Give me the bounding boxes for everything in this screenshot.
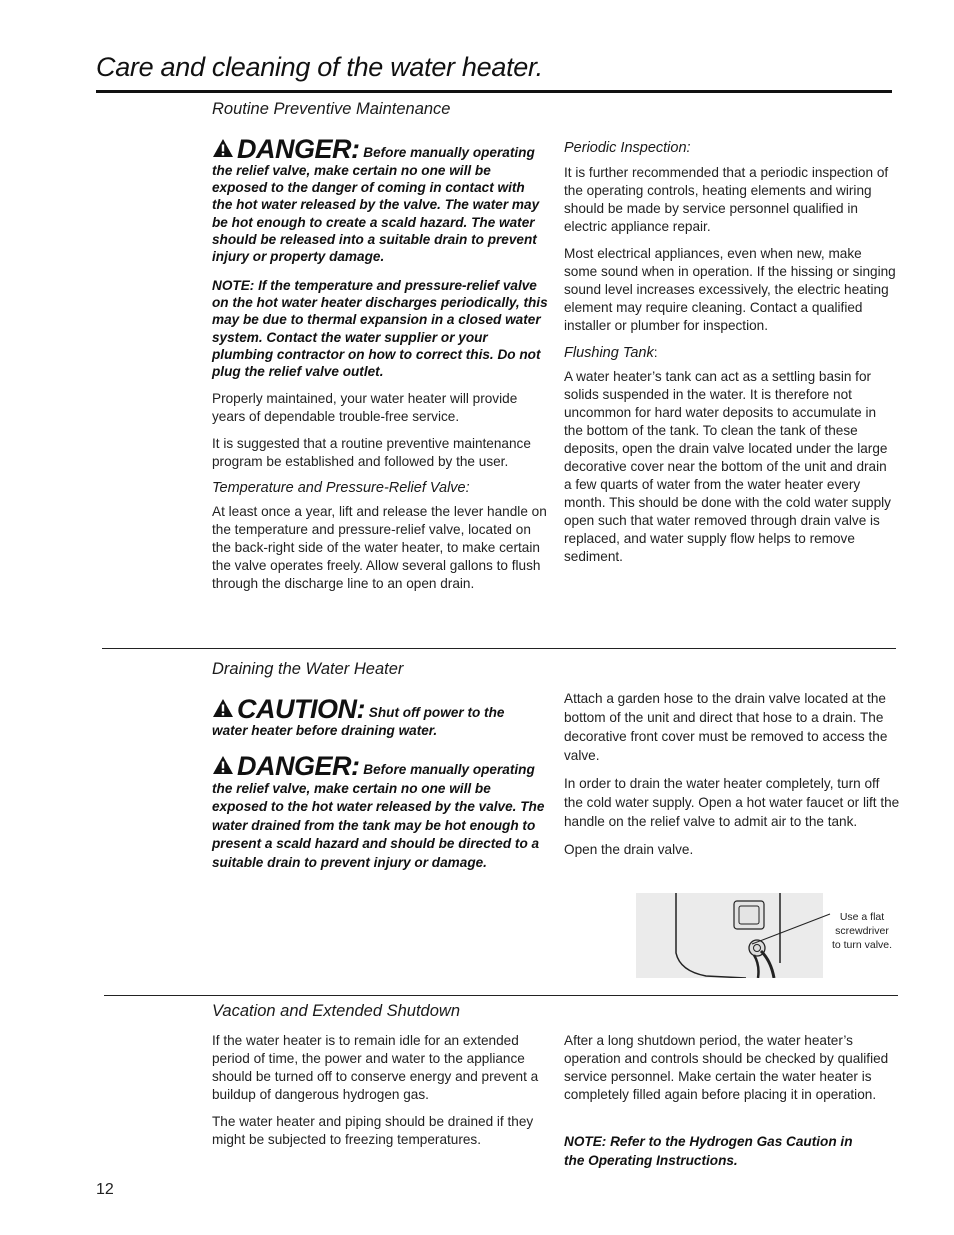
title-divider [96,90,892,93]
vacation-left-body [212,1032,552,1158]
routine-danger-block [212,136,548,265]
draining-para-1: Attach a garden hose to the drain valve located at the bottom of the unit and direct that hose to a drain. The decorative front cover must be removed to access the valve. [564,691,888,763]
warning-triangle-icon [212,138,234,158]
danger-text: Before manually operating the relief valve, make certain no one will be exposed to the danger of coming in contact with the hot water released by the valve. The water may be hot enough to create a scald hazard. The water should be released into a suitable drain to prevent injury or property damage. [212,145,540,265]
caution-block [212,696,532,739]
periodic-heading: Periodic Inspection: [564,140,691,156]
warning-triangle-icon [212,698,234,718]
flushing-text: A water heater’s tank can act as a settling basin for solids suspended in the water. It is therefore not uncommon for hard water deposits to accumulate in the bottom of the tank. To clean the tank of these deposits, open the drain valve located under the large decorative cover near the bottom of the unit and drain a few quarts of water from the water heater every month. This should be done with the cold water supply open such that water removed through drain valve is replaced, and water supply flow helps to remove sediment. [564,369,891,564]
vacation-right-body [564,1032,896,1113]
periodic-body [564,164,896,344]
danger-label: DANGER: [237,751,360,781]
draining-heading: Draining the Water Heater [212,660,404,678]
danger-label: DANGER: [237,134,360,164]
vacation-para-1: If the water heater is to remain idle for an extended period of time, the power and water to the appliance should be turned off to conserve energy and prevent a buildup of dangerous hydrogen gas. [212,1033,539,1102]
vacation-para-3: After a long shutdown period, the water heater’s operation and controls should be checked by qualified service personnel. Make certain the water heater is completely filled again before placing it in operation. [564,1033,889,1102]
section-divider [102,648,896,649]
vacation-para-2: The water heater and piping should be drained if they might be subjected to freezing temperatures. [212,1114,534,1147]
flushing-heading: Flushing Tank [564,345,654,361]
draining-body [564,689,900,868]
routine-heading: Routine Preventive Maintenance [212,100,451,118]
routine-body [212,390,552,480]
section-divider [104,995,898,996]
periodic-para-2: Most electrical appliances, even when new, make some sound when in operation. If the hissing or singing sound level increases excessively, the electric heating element may require cleaning. Contact a qualified installer or plumber for inspection. [564,246,896,333]
tp-valve-text: At least once a year, lift and release the lever handle on the temperature and pressure-relief valve, located on the back-right side of the water heater, to make certain the valve operates freely. Allow several gallons to flush through the discharge line to an open drain. [212,504,547,591]
page-title: Care and cleaning of the water heater. [96,52,543,82]
warning-triangle-icon [212,755,234,775]
routine-para-2: It is suggested that a routine preventive maintenance program be established and followed by the user. [212,436,531,469]
draining-para-2: In order to drain the water heater completely, turn off the cold water supply. Open a hot water faucet or lift the handle on the relief valve to admit air to the tank. [564,776,900,829]
flushing-heading-row [564,344,658,362]
figure-caption: Use a flat screwdriver to turn valve. [831,911,893,951]
routine-para-1: Properly maintained, your water heater will provide years of dependable trouble-free service. [212,391,518,424]
caution-label: CAUTION: [237,694,365,724]
periodic-para-1: It is further recommended that a periodic inspection of the operating controls, heating elements and wiring should be made by service personnel qualified in electric appliance repair. [564,165,889,234]
page-number: 12 [96,1181,114,1198]
flushing-colon: : [653,345,658,360]
draining-para-3: Open the drain valve. [564,842,694,857]
routine-note: NOTE: If the temperature and pressure-relief valve on the hot water heater discharges periodically, this may be due to thermal expansion in a closed water system. Contact the water supplier or your plumbing contractor on how to correct this. Do not plug the relief valve outlet. [212,278,548,380]
vacation-heading: Vacation and Extended Shutdown [212,1002,460,1020]
draining-danger-block [212,753,546,873]
tp-valve-heading: Temperature and Pressure-Relief Valve: [212,480,470,496]
caution-text: Shut off power to the water heater before draining water. [212,705,505,738]
callout-leader-line [750,912,832,952]
danger-text: Before manually operating the relief valve, make certain no one will be exposed to the hot water released by the valve. The water drained from the tank may be hot enough to present a scald hazard and should be directed to a suitable drain to prevent injury or damage. [212,762,545,870]
vacation-note: NOTE: Refer to the Hydrogen Gas Caution in the Operating Instructions. [564,1134,853,1168]
